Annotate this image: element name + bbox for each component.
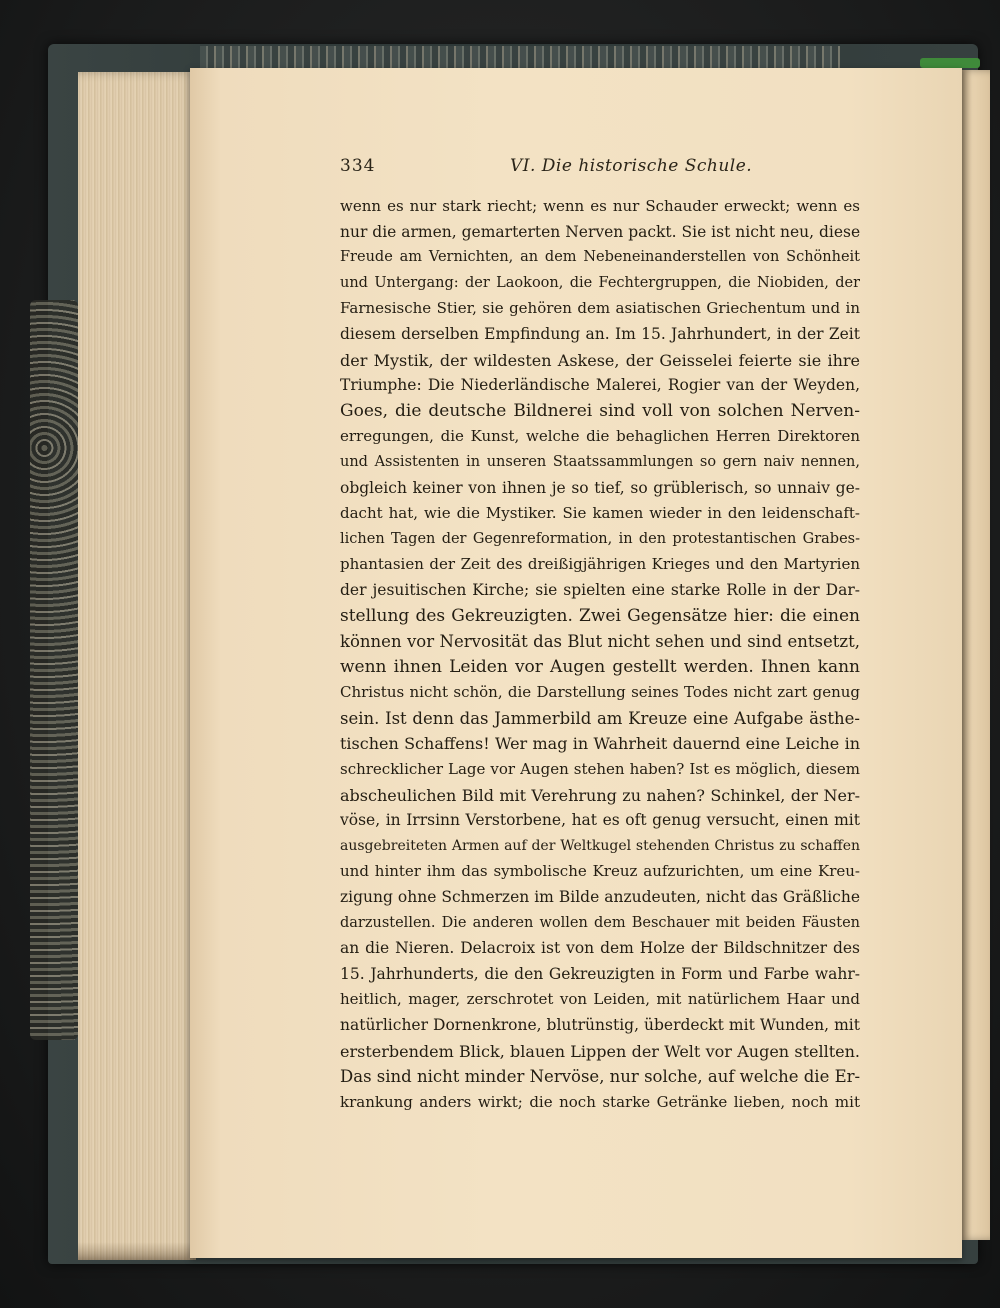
text-line: nur die armen, gemarterten Nerven packt. Sie ist nicht neu, diese [340, 222, 860, 241]
text-line: phantasien der Zeit des dreißigjährigen Krieges und den Martyrien [340, 555, 860, 574]
text-line: natürlicher Dornenkrone, blutrünstig, überdeckt mit Wunden, mit [340, 1016, 860, 1034]
text-line: sein. Ist denn das Jammerbild am Kreuze eine Aufgabe ästhe- [340, 708, 860, 728]
page-block-edges [78, 72, 196, 1260]
green-bookmark-ribbon [920, 58, 980, 68]
text-line: Das sind nicht minder Nervöse, nur solche, auf welche die Er- [340, 1067, 860, 1087]
facing-page-edge [960, 70, 990, 1240]
text-line: heitlich, mager, zerschrotet von Leiden, mit natürlichem Haar und [340, 990, 860, 1009]
text-line: lichen Tagen der Gegenreformation, in den protestantischen Grabes- [340, 530, 860, 547]
body-text [340, 194, 860, 1115]
text-line: ersterbendem Blick, blauen Lippen der Welt vor Augen stellten. [340, 1041, 860, 1061]
running-head [340, 156, 860, 184]
top-edge-decoration [200, 46, 840, 68]
chapter-title: VI. Die historische Schule. [510, 156, 753, 176]
page-number: 334 [340, 156, 376, 176]
text-line: abscheulichen Bild mit Verehrung zu nahen? Schinkel, der Ner- [340, 785, 860, 805]
text-line: wenn es nur stark riecht; wenn es nur Schauder erweckt; wenn es [340, 197, 860, 215]
text-line: 15. Jahrhunderts, die den Gekreuzigten in Form und Farbe wahr- [340, 964, 860, 983]
text-line: und Assistenten in unseren Staatssammlungen so gern naiv nennen, [340, 453, 860, 470]
text-line: krankung anders wirkt; die noch starke Getränke lieben, noch mit [340, 1092, 860, 1111]
marbled-cover-decoration [30, 300, 78, 1040]
text-line: zigung ohne Schmerzen im Bilde anzudeuten, nicht das Gräßliche [340, 888, 860, 907]
text-line: Farnesische Stier, sie gehören dem asiatischen Griechentum und in [340, 299, 860, 318]
text-line: stellung des Gekreuzigten. Zwei Gegensätze hier: die einen [340, 605, 860, 626]
text-line: vöse, in Irrsinn Verstorbene, hat es oft genug versucht, einen mit [340, 811, 860, 830]
text-line: wenn ihnen Leiden vor Augen gestellt werden. Ihnen kann [340, 656, 860, 677]
text-line: schrecklicher Lage vor Augen stehen haben? Ist es möglich, diesem [340, 760, 860, 779]
text-line: Goes, die deutsche Bildnerei sind voll von solchen Nerven- [340, 400, 860, 421]
text-line: obgleich keiner von ihnen je so tief, so grüblerisch, so unnaiv ge- [340, 478, 860, 497]
text-line: der Mystik, der wildesten Askese, der Geisselei feierte sie ihre [340, 350, 860, 370]
text-line: diesem derselben Empfindung an. Im 15. Jahrhundert, in der Zeit [340, 324, 860, 343]
text-line: Freude am Vernichten, an dem Nebeneinanderstellen von Schönheit [340, 249, 860, 266]
text-line: und hinter ihm das symbolische Kreuz aufzurichten, um eine Kreu- [340, 862, 860, 881]
text-line: und Untergang: der Laokoon, die Fechtergruppen, die Niobiden, der [340, 274, 860, 291]
text-line: darzustellen. Die anderen wollen dem Beschauer mit beiden Fäusten [340, 914, 860, 931]
text-line: der jesuitischen Kirche; sie spielten eine starke Rolle in der Dar- [340, 580, 860, 599]
text-line: ausgebreiteten Armen auf der Weltkugel stehenden Christus zu schaffen [340, 837, 860, 854]
text-line: erregungen, die Kunst, welche die behaglichen Herren Direktoren [340, 427, 860, 446]
text-line: an die Nieren. Delacroix ist von dem Holze der Bildschnitzer des [340, 939, 860, 958]
text-line: Triumphe: Die Niederländische Malerei, Rogier van der Weyden, [340, 376, 860, 395]
text-line: tischen Schaffens! Wer mag in Wahrheit dauernd eine Leiche in [340, 734, 860, 754]
text-line: dacht hat, wie die Mystiker. Sie kamen wieder in den leidenschaft- [340, 504, 860, 523]
text-line: können vor Nervosität das Blut nicht sehen und sind entsetzt, [340, 632, 860, 652]
text-line: Christus nicht schön, die Darstellung seines Todes nicht zart genug [340, 683, 860, 702]
